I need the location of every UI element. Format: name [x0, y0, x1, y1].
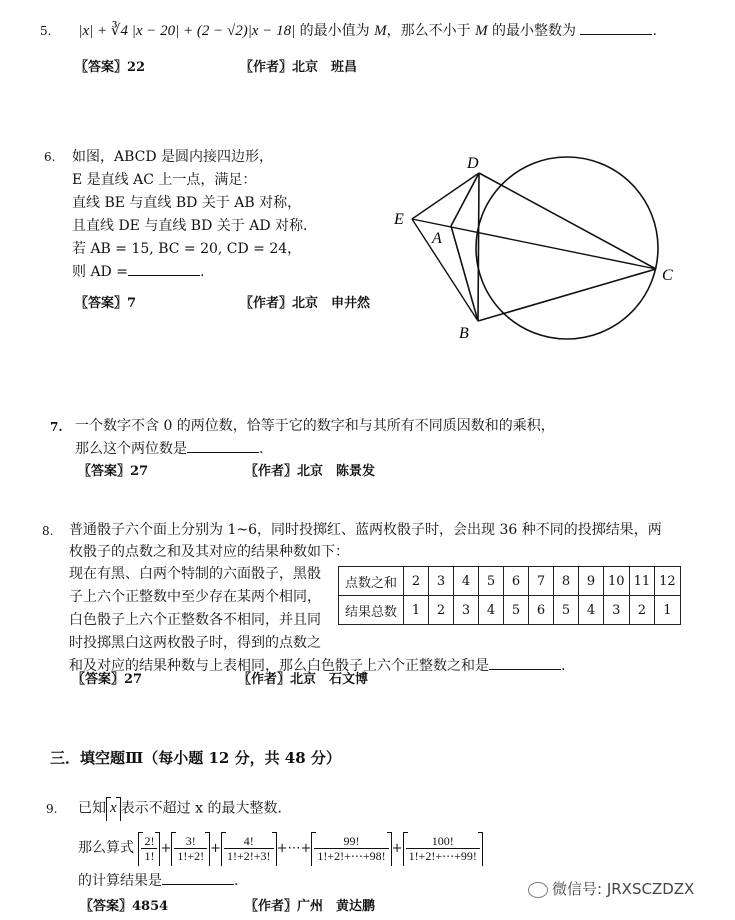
- floor-term-4: [311, 832, 391, 865]
- frac-1-num: 2!: [141, 834, 157, 849]
- q6-line-3: 直线 BE 与直线 BD 关于 AB 对称，: [72, 195, 302, 211]
- ellipsis-plus: +⋯+: [276, 841, 312, 856]
- q7-end-punct: .: [259, 441, 264, 457]
- table-cell: 12: [655, 567, 681, 596]
- plus-sign: +: [391, 841, 403, 856]
- circumcircle: [476, 157, 658, 339]
- table-cell: 1: [404, 596, 429, 625]
- q8-end-punct: .: [561, 658, 566, 674]
- row-header-counts: 结果总数: [339, 596, 404, 625]
- frac-5-den: 1!+2!+⋯+99!: [408, 849, 477, 863]
- seg-A-D: [451, 173, 479, 226]
- label-A: A: [432, 230, 442, 247]
- wechat-watermark: [528, 878, 694, 899]
- floor-bracket-x: [106, 797, 121, 820]
- seg-E-B: [412, 219, 478, 321]
- table-cell: 6: [529, 596, 554, 625]
- table-cell: 3: [429, 567, 454, 596]
- q5-var-m2: M: [475, 23, 488, 39]
- q7-line-2-text: 那么这个两位数是: [75, 441, 187, 457]
- q5-line: [40, 20, 657, 43]
- q9-author: 〖作者〗广州 黄达鹏: [245, 899, 376, 914]
- q5-answer-blank: [580, 20, 652, 35]
- seg-D-B: [478, 173, 479, 321]
- seg-B-C: [478, 269, 656, 321]
- table-cell: 11: [629, 567, 655, 596]
- frac-5-num: 100!: [406, 834, 480, 849]
- plus-sign: +: [160, 841, 172, 856]
- q6-line-1: 如图，ABCD 是圆内接四边形，: [72, 149, 274, 165]
- table-cell: 7: [529, 567, 554, 596]
- q8-line-2: 枚骰子的点数之和及其对应的结果种数如下：: [69, 544, 349, 560]
- q7-answer-blank: [187, 438, 259, 453]
- section-3-heading: 三．填空题Ⅲ（每小题 12 分，共 48 分）: [50, 749, 341, 767]
- q9-end-punct: .: [234, 873, 239, 889]
- q9-line-1-post: 表示不超过 x 的最大整数．: [120, 800, 292, 817]
- q6-author: 〖作者〗北京 申井然: [240, 296, 371, 311]
- frac-1-den: 1!: [144, 849, 155, 863]
- table-cell: 2: [429, 596, 454, 625]
- q7-line-1: 一个数字不含 0 的两位数，恰等于它的数字和与其所有不同质因数和的乘积，: [75, 418, 555, 434]
- floor-term-5: [403, 832, 483, 865]
- q8-para-line-3: 白色骰子上六个正整数各不相同，并且同: [69, 612, 321, 628]
- table-cell: 4: [579, 596, 604, 625]
- q5-text-tail: ，那么不小于: [386, 23, 476, 39]
- table-row-sums: [339, 567, 681, 596]
- q8-last-line: 和及对应的结果种数与上表相同，那么白色骰子上六个正整数之和是: [69, 658, 489, 674]
- frac-2-num: 3!: [174, 834, 207, 849]
- row-header-sums: 点数之和: [339, 567, 404, 596]
- q9-answer: 〖答案〗4854: [80, 899, 169, 914]
- table-cell: 4: [479, 596, 504, 625]
- table-cell: 2: [629, 596, 655, 625]
- frac-4-den: 1!+2!+⋯+98!: [317, 849, 386, 863]
- q5-answer: 〖答案〗22: [75, 60, 146, 75]
- q7-line-2: [75, 438, 263, 461]
- wechat-icon: [528, 882, 548, 898]
- frac-3-den: 1!+2!+3!: [227, 849, 271, 863]
- table-cell: 5: [504, 596, 529, 625]
- q9-bracket-var: x: [110, 800, 117, 816]
- q9-line-1-pre: 已知: [78, 800, 106, 817]
- q8-author: 〖作者〗北京 石文博: [238, 672, 369, 687]
- q6-answer-blank: [128, 261, 200, 276]
- q8-answer: 〖答案〗27: [72, 672, 143, 687]
- q6-line-6: [72, 261, 317, 284]
- table-cell: 5: [554, 596, 579, 625]
- table-cell: 8: [554, 567, 579, 596]
- q6-geometry-figure: [380, 140, 690, 355]
- floor-term-2: [171, 832, 210, 865]
- q9-line-3-text: 的计算结果是: [78, 873, 162, 889]
- seg-E-D: [412, 173, 479, 219]
- seg-A-B: [451, 226, 478, 321]
- q8-para-line-4: 时投掷黑白这两枚骰子时，得到的点数之: [69, 635, 321, 651]
- q8-line-1: 普通骰子六个面上分别为 1~6，同时投掷红、蓝两枚骰子时，会出现 36 种不同的投掷结果，两: [69, 522, 662, 538]
- q9-number: 9.: [46, 802, 58, 816]
- table-cell: 3: [604, 596, 630, 625]
- table-cell: 10: [604, 567, 630, 596]
- table-cell: 6: [504, 567, 529, 596]
- q6-text-block: [72, 146, 317, 284]
- label-B: B: [459, 325, 469, 342]
- q6-answer: 〖答案〗7: [75, 296, 137, 311]
- label-D: D: [467, 155, 479, 172]
- q5-text-end: 的最小整数为: [487, 23, 577, 39]
- watermark-text: 微信号: JRXSCZDZX: [552, 880, 695, 898]
- q5-text-mid: 的最小值为: [299, 23, 375, 39]
- label-E: E: [394, 211, 404, 228]
- q8-para-line-1: 现在有黑、白两个特制的六面骰子，黑骰: [69, 566, 321, 582]
- table-cell: 5: [479, 567, 504, 596]
- q5-number: 5.: [40, 24, 52, 38]
- q9-answer-blank: [162, 870, 234, 885]
- table-cell: 9: [579, 567, 604, 596]
- table-cell: 2: [404, 567, 429, 596]
- q5-var-m: M: [374, 23, 387, 39]
- dice-sum-table: [338, 566, 681, 625]
- seg-E-C: [412, 219, 656, 269]
- frac-3-num: 4!: [224, 834, 274, 849]
- q5-expression: |x| + ∛4 |x − 20| + (2 − √2)|x − 18|: [78, 23, 296, 39]
- q8-para-line-2: 子上六个正整数中至少存在某两个相同，: [69, 589, 321, 605]
- label-C: C: [662, 267, 673, 284]
- plus-sign: +: [210, 841, 222, 856]
- seg-D-C: [479, 173, 656, 269]
- q8-number: 8.: [42, 524, 54, 538]
- q6-line-4: 且直线 DE 与直线 BD 关于 AD 对称．: [72, 218, 317, 234]
- floor-term-3: [221, 832, 277, 865]
- q9-line-2-pre: 那么算式: [78, 840, 134, 856]
- table-cell: 3: [454, 596, 479, 625]
- floor-term-1: [138, 832, 160, 865]
- q7-number: 7.: [50, 420, 63, 434]
- frac-4-num: 99!: [314, 834, 388, 849]
- table-row-counts: [339, 596, 681, 625]
- q7-author: 〖作者〗北京 陈景发: [245, 464, 376, 479]
- q6-line-2: E 是直线 AC 上一点，满足：: [72, 172, 257, 188]
- q6-number: 6.: [44, 150, 56, 164]
- q9-line-3: [78, 870, 238, 893]
- q6-last-line: 则 AD =: [72, 264, 128, 280]
- q9-expression-line: [78, 832, 483, 865]
- frac-2-den: 1!+2!: [177, 849, 205, 863]
- q6-end-punct: .: [199, 264, 205, 280]
- q6-line-5: 若 AB = 15, BC = 20, CD = 24，: [72, 241, 302, 257]
- q5-end-punct: .: [652, 23, 657, 39]
- table-cell: 4: [454, 567, 479, 596]
- q8-answer-blank: [489, 655, 561, 670]
- table-cell: 1: [655, 596, 681, 625]
- q5-author: 〖作者〗北京 班昌: [240, 60, 358, 75]
- q7-answer: 〖答案〗27: [78, 464, 149, 479]
- q9-line-1: [78, 797, 291, 821]
